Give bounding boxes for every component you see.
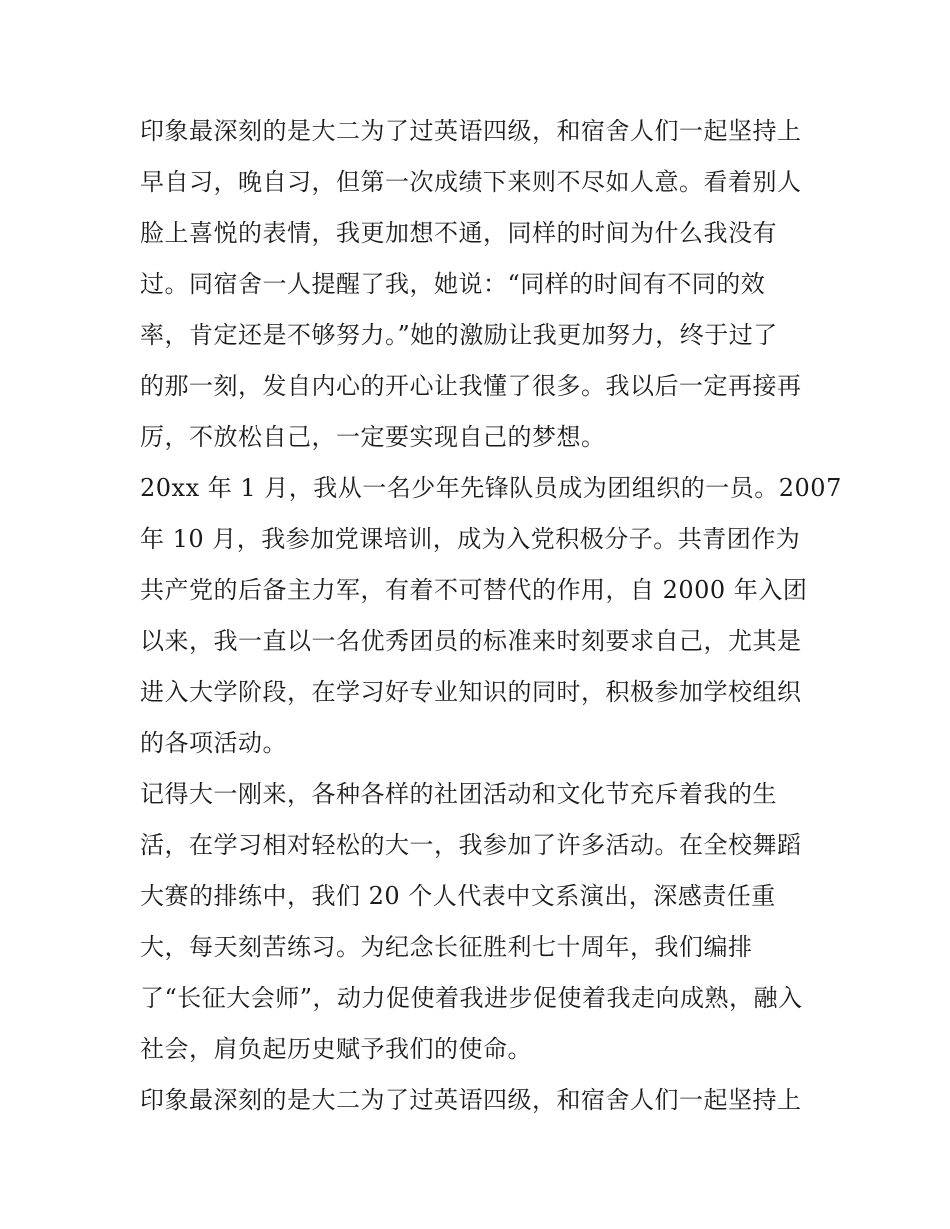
text-line: 印象最深刻的是大二为了过英语四级，和宿舍人们一起坚持上 — [140, 117, 802, 145]
text-line: 大赛的排练中，我们 20 个人代表中文系演出，深感责任重 — [140, 882, 776, 910]
text-line: 记得大一刚来，各种各样的社团活动和文化节充斥着我的生 — [140, 780, 777, 808]
text-line: 年 10 月，我参加党课培训，成为入党积极分子。共青团作为 — [140, 525, 801, 553]
text-line: 的那一刻，发自内心的开心让我懂了很多。我以后一定再接再 — [140, 372, 802, 400]
text-line: 脸上喜悦的表情，我更加想不通，同样的时间为什么我没有 — [140, 219, 777, 247]
text-line: 大，每天刻苦练习。为纪念长征胜利七十周年，我们编排 — [140, 933, 753, 961]
text-line: 以来，我一直以一名优秀团员的标准来时刻要求自己，尤其是 — [140, 627, 802, 655]
text-line: 进入大学阶段，在学习好专业知识的同时，积极参加学校组织 — [140, 678, 802, 706]
text-line: 20xx 年 1 月，我从一名少年先锋队员成为团组织的一员。2007 — [140, 474, 842, 502]
text-line: 过。同宿舍一人提醒了我，她说：“同样的时间有不同的效 — [140, 270, 766, 298]
text-line: 厉，不放松自己，一定要实现自己的梦想。 — [140, 423, 606, 451]
text-line: 早自习，晚自习，但第一次成绩下来则不尽如人意。看着别人 — [140, 168, 802, 196]
text-line: 共产党的后备主力军，有着不可替代的作用，自 2000 年入团 — [140, 576, 808, 604]
text-line: 了“长征大会师”，动力促使着我进步促使着我走向成熟，融入 — [140, 984, 803, 1012]
text-line: 的各项活动。 — [140, 729, 287, 757]
document-body — [140, 106, 842, 1126]
text-line: 社会，肩负起历史赋予我们的使命。 — [140, 1035, 532, 1063]
text-line: 印象最深刻的是大二为了过英语四级，和宿舍人们一起坚持上 — [140, 1086, 802, 1114]
text-line: 活，在学习相对轻松的大一，我参加了许多活动。在全校舞蹈 — [140, 831, 802, 859]
text-line: 率，肯定还是不够努力。”她的激励让我更加努力，终于过了 — [140, 321, 778, 349]
